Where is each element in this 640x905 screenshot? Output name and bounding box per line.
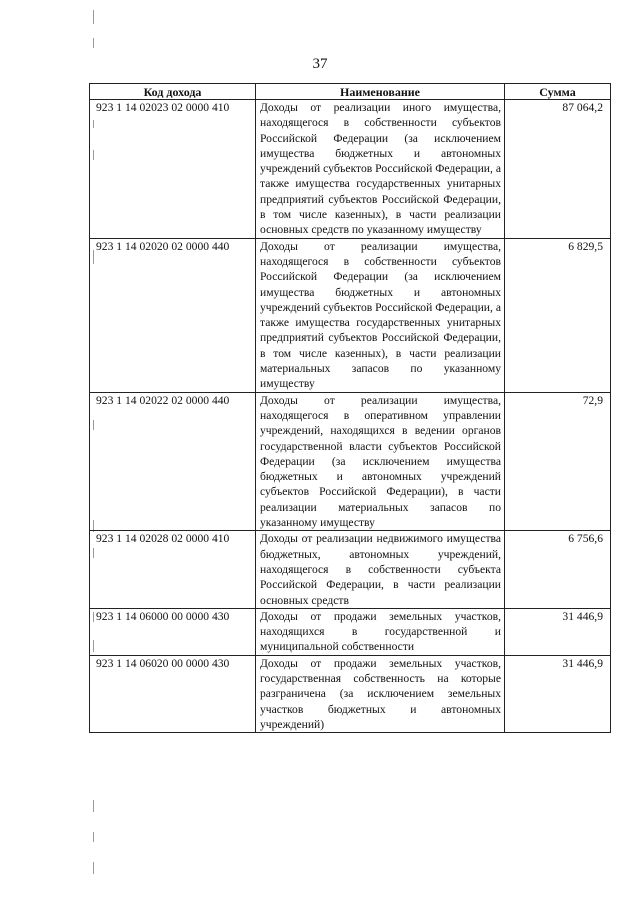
income-code: 923 1 14 06020 00 0000 430	[90, 655, 256, 732]
income-name: Доходы от реализации недвижимого имущества бюджетных, автономных учреждений, находящегося в собственности субъекта Российской Федерации, в части реализации основных средств	[256, 531, 505, 608]
table-row	[90, 655, 611, 732]
income-name: Доходы от реализации имущества, находящегося в оперативном управлении учреждений, находящихся в ведении органов государственной власти субъектов Российской Федерации (за исключением имущества бюджетных и автономных учреждений субъектов Российской Федерации), в части реализации материальных запасов по указанному имуществу	[256, 392, 505, 531]
income-code: 923 1 14 06000 00 0000 430	[90, 608, 256, 655]
income-sum: 6 756,6	[505, 531, 611, 608]
income-name: Доходы от продажи земельных участков, государственная собственность на которые разграничена (за исключением земельных участков бюджетных и автономных учреждений)	[256, 655, 505, 732]
table-row	[90, 531, 611, 608]
table-row	[90, 238, 611, 392]
income-name: Доходы от реализации иного имущества, находящегося в собственности субъектов Российской Федерации (за исключением имущества бюджетных и автономных учреждений субъектов Российской Федерации, а также имущества государственных унитарных предприятий субъектов Российской Федерации, в том числе казенных), в части реализации основных средств по указанному имуществу	[256, 100, 505, 239]
table-row	[90, 392, 611, 531]
header-name: Наименование	[256, 84, 505, 100]
income-sum: 31 446,9	[505, 655, 611, 732]
table-row	[90, 608, 611, 655]
income-name: Доходы от продажи земельных участков, находящихся в государственной и муниципальной собственности	[256, 608, 505, 655]
income-code: 923 1 14 02028 02 0000 410	[90, 531, 256, 608]
income-sum: 31 446,9	[505, 608, 611, 655]
table-header-row	[90, 84, 611, 100]
income-sum: 6 829,5	[505, 238, 611, 392]
income-sum: 72,9	[505, 392, 611, 531]
income-name: Доходы от реализации имущества, находящегося в собственности субъектов Российской Федерации (за исключением имущества бюджетных и автономных учреждений субъектов Российской Федерации, а также имущества государственных унитарных предприятий субъектов Российской Федерации, в том числе казенных), в части реализации материальных запасов по указанному имуществу	[256, 238, 505, 392]
table-row	[90, 100, 611, 239]
header-code: Код дохода	[90, 84, 256, 100]
income-code: 923 1 14 02020 02 0000 440	[90, 238, 256, 392]
income-code: 923 1 14 02023 02 0000 410	[90, 100, 256, 239]
income-code: 923 1 14 02022 02 0000 440	[90, 392, 256, 531]
income-sum: 87 064,2	[505, 100, 611, 239]
income-table	[89, 83, 611, 733]
page-number: 37	[312, 56, 328, 72]
header-sum: Сумма	[505, 84, 611, 100]
